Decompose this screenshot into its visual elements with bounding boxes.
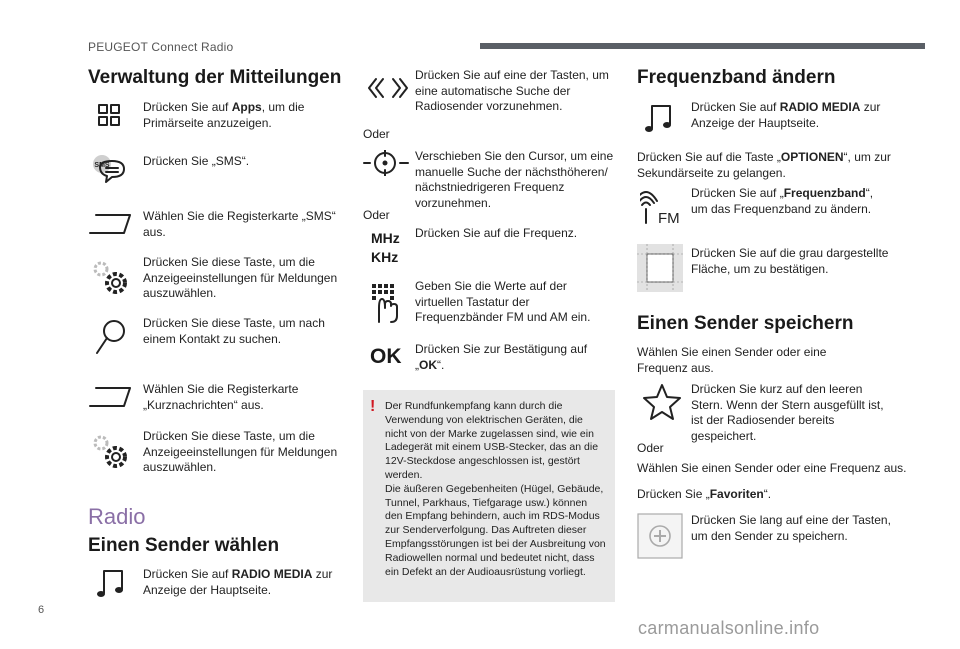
step-sms: Drücken Sie „SMS“.	[143, 154, 250, 168]
ok-icon: OK	[370, 345, 402, 368]
step-apps: Drücken Sie auf Apps, um die Primärseite anzuzeigen.	[143, 100, 305, 130]
step-save-long-press: Drücken Sie lang auf eine der Tasten, um den Sender zu speichern.	[691, 513, 891, 543]
or-label-2: Oder	[363, 208, 390, 222]
step-favorites: Drücken Sie „Favoriten“.	[637, 487, 772, 501]
warning-note-text: Der Rundfunkempfang kann durch die Verwendung von elektrischen Geräten, die nicht von der Marke zugelassen sind, wie ein Ladegerät mit einem USB-Stecker, das an die 12V-Steckdose angeschlossen ist, gestört werden. Die äußeren Gegebenheiten (Hügel, Gebäude, Tunnel, Parkhaus, Tiefgarage usw.) können den Empfang behindern, auch im RDS-Modus zur Senderverfolgung. Das Auftreten dieser Empfangsstörungen ist bei der Ausbreitung von Radiowellen normal und bedeutet nicht, dass ein Defekt an der Audioausrüstung vorliegt.	[385, 400, 606, 578]
header-bar	[480, 43, 925, 49]
page-number: 6	[38, 604, 45, 616]
step-tab-sms: Wählen Sie die Registerkarte „SMS“ aus.	[143, 209, 336, 239]
mhz-label: MHz	[371, 230, 400, 246]
tab-parallelogram-icon	[88, 386, 132, 422]
save-intro: Wählen Sie einen Sender oder eine Frequenz aus.	[637, 345, 827, 375]
step-ok: Drücken Sie zur Bestätigung auf „OK“.	[415, 342, 588, 372]
step-search: Drücken Sie diese Taste, um nach einem Kontakt zu suchen.	[143, 316, 325, 346]
tab-parallelogram-icon	[88, 213, 132, 249]
step-settings-2: Drücken Sie diese Taste, um die Anzeigeeinstellungen für Meldungen auszuwählen.	[143, 429, 338, 474]
step-band-confirm: Drücken Sie auf die grau dargestellte Fläche, um zu bestätigen.	[691, 246, 889, 276]
warning-icon: !	[370, 398, 376, 415]
section-title-select-station: Einen Sender wählen	[88, 535, 280, 556]
step-keypad: Geben Sie die Werte auf der virtuellen Tastatur der Frequenzbänder FM und AM ein.	[415, 279, 591, 324]
sms-icon-label: SMS	[94, 162, 110, 169]
watermark: carmanualsonline.info	[638, 618, 820, 638]
step-save-star: Drücken Sie kurz auf den leeren Stern. Wenn der Stern ausgefüllt ist, ist der Radiosender bereits gespeichert.	[691, 382, 884, 443]
seek-arrows-icon	[366, 76, 410, 112]
or-label-1: Oder	[363, 127, 390, 141]
khz-label: KHz	[371, 249, 399, 265]
section-title-radio: Radio	[88, 504, 146, 529]
step-settings-1: Drücken Sie diese Taste, um die Anzeigeeinstellungen für Meldungen auszuwählen.	[143, 255, 338, 300]
save-alt: Wählen Sie einen Sender oder eine Frequenz aus.	[637, 461, 907, 475]
settings-gears-icon	[90, 258, 134, 294]
step-band-frequency: Drücken Sie auf „Frequenzband“, um das Frequenzband zu ändern.	[691, 186, 874, 216]
sms-bubble-icon	[90, 153, 134, 189]
step-seek: Drücken Sie auf eine der Tasten, um eine automatische Suche der Radiosender vorzunehmen.	[415, 68, 609, 113]
music-note-icon	[644, 102, 688, 138]
section-title-band: Frequenzband ändern	[637, 67, 836, 88]
step-tab-short: Wählen Sie die Registerkarte „Kurznachrichten“ aus.	[143, 382, 299, 412]
tuning-cursor-icon	[362, 150, 406, 186]
search-icon	[92, 317, 136, 353]
apps-grid-icon	[96, 101, 140, 137]
music-note-icon	[96, 567, 140, 603]
step-frequency: Drücken Sie auf die Frequenz.	[415, 226, 578, 240]
header-brand: PEUGEOT Connect Radio	[88, 40, 234, 54]
settings-gears-icon	[90, 432, 134, 468]
keypad-hand-icon	[366, 282, 410, 318]
fm-signal-icon	[640, 191, 684, 227]
grey-area-icon	[637, 244, 683, 292]
star-icon	[640, 382, 684, 418]
step-band-options: Drücken Sie auf die Taste „OPTIONEN“, um zur Sekundärseite zu gelangen.	[637, 150, 891, 180]
or-label-3: Oder	[637, 441, 664, 455]
step-band-radio-media: Drücken Sie auf RADIO MEDIA zur Anzeige der Hauptseite.	[691, 100, 881, 130]
frequency-unit-icon	[371, 229, 400, 267]
fm-label: FM	[658, 210, 680, 227]
step-cursor: Verschieben Sie den Cursor, um eine manuelle Suche der nächsthöheren/ nächstniedrigeren Frequenz vorzunehmen.	[415, 149, 614, 210]
section-title-save-station: Einen Sender speichern	[637, 313, 854, 334]
add-preset-icon	[637, 513, 683, 559]
section-title-messages: Verwaltung der Mitteilungen	[88, 67, 342, 88]
step-radio-media: Drücken Sie auf RADIO MEDIA zur Anzeige der Hauptseite.	[143, 567, 333, 597]
